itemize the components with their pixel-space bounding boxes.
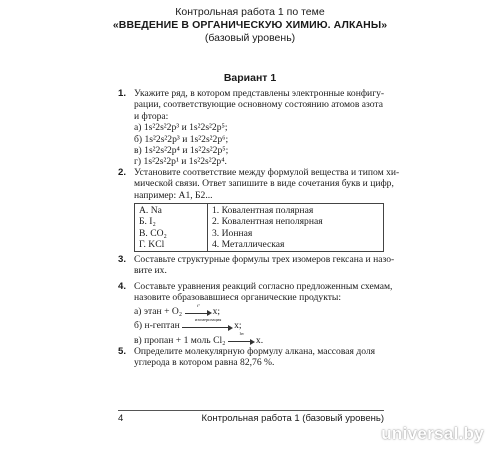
answer-option: б) 1s²2s²2p³ и 1s²2s²2p⁶; — [134, 133, 229, 145]
variant-title: Вариант 1 — [223, 72, 277, 84]
question-3 — [118, 254, 395, 277]
question-2 — [118, 167, 400, 252]
header-line-1: Контрольная работа 1 по теме — [175, 6, 325, 18]
question-5 — [118, 346, 383, 369]
matching-table — [134, 203, 384, 252]
question-text: Установите соответствие между формулой вещества и типом хи- — [134, 167, 400, 178]
answer-option: г) 1s²2s²2p¹ и 1s²2s²2p⁴. — [134, 156, 227, 168]
reaction-scheme-c: в) пропан + 1 моль Cl₂ hv x. — [134, 331, 264, 346]
page-number: 4 — [118, 413, 124, 424]
question-text: вите их. — [134, 265, 167, 277]
question-text: назовите образовавшиеся органические продукты: — [134, 292, 342, 304]
question-number: 5. — [118, 346, 127, 357]
bond-type-cell: 1. Ковалентная полярная 2. Ковалентная неполярная 3. Ионная 4. Металлическая — [208, 204, 384, 252]
answer-option: в) 1s²2s²2p⁴ и 1s²2s²2p⁵; — [134, 145, 229, 157]
question-text: и фтора: — [134, 110, 169, 122]
header-level: (базовый уровень) — [204, 32, 296, 44]
header-topic: «ВВЕДЕНИЕ В ОРГАНИЧЕСКУЮ ХИМИЮ. АЛКАНЫ» — [112, 19, 388, 31]
question-number: 3. — [118, 254, 127, 265]
reaction-arrow: изомеризация — [182, 321, 234, 331]
question-text: Составьте уравнения реакций согласно предложенным схемам, — [134, 281, 393, 292]
question-number: 1. — [118, 88, 127, 99]
reaction-arrow: t° — [185, 307, 213, 317]
question-number: 4. — [118, 281, 127, 292]
reaction-arrow: hv — [228, 335, 256, 345]
question-text: мической связи. Ответ запишите в виде сочетания букв и цифр, — [134, 178, 394, 190]
question-text: углерода в котором равна 82,76 %. — [134, 357, 275, 369]
footer-divider — [118, 410, 384, 411]
question-text: рации, соответствующие основному состоянию атомов азота — [134, 99, 383, 111]
question-text: Укажите ряд, в котором представлены электронные конфигу- — [134, 88, 385, 99]
question-text: например: А1, Б2... — [134, 189, 213, 201]
reaction-scheme-a: а) этан + O₂ t° x; — [134, 302, 221, 317]
question-text: Составьте структурные формулы трех изомеров гексана и назо- — [134, 254, 395, 265]
question-1 — [118, 88, 383, 168]
question-4 — [118, 281, 393, 346]
page-header — [0, 6, 500, 45]
reaction-scheme-b: б) н-гептан изомеризация x; — [134, 317, 242, 332]
answer-option: а) 1s²2s²2p³ и 1s²2s²2p⁵; — [134, 122, 228, 134]
running-footer: Контрольная работа 1 (базовый уровень) — [201, 413, 384, 424]
question-text: Определите молекулярную формулу алкана, массовая доля — [134, 346, 376, 357]
formula-cell: А. Na Б. I₂ В. CO₂ Г. KCl — [135, 204, 208, 252]
question-number: 2. — [118, 167, 127, 178]
watermark: universal.by — [381, 424, 484, 443]
